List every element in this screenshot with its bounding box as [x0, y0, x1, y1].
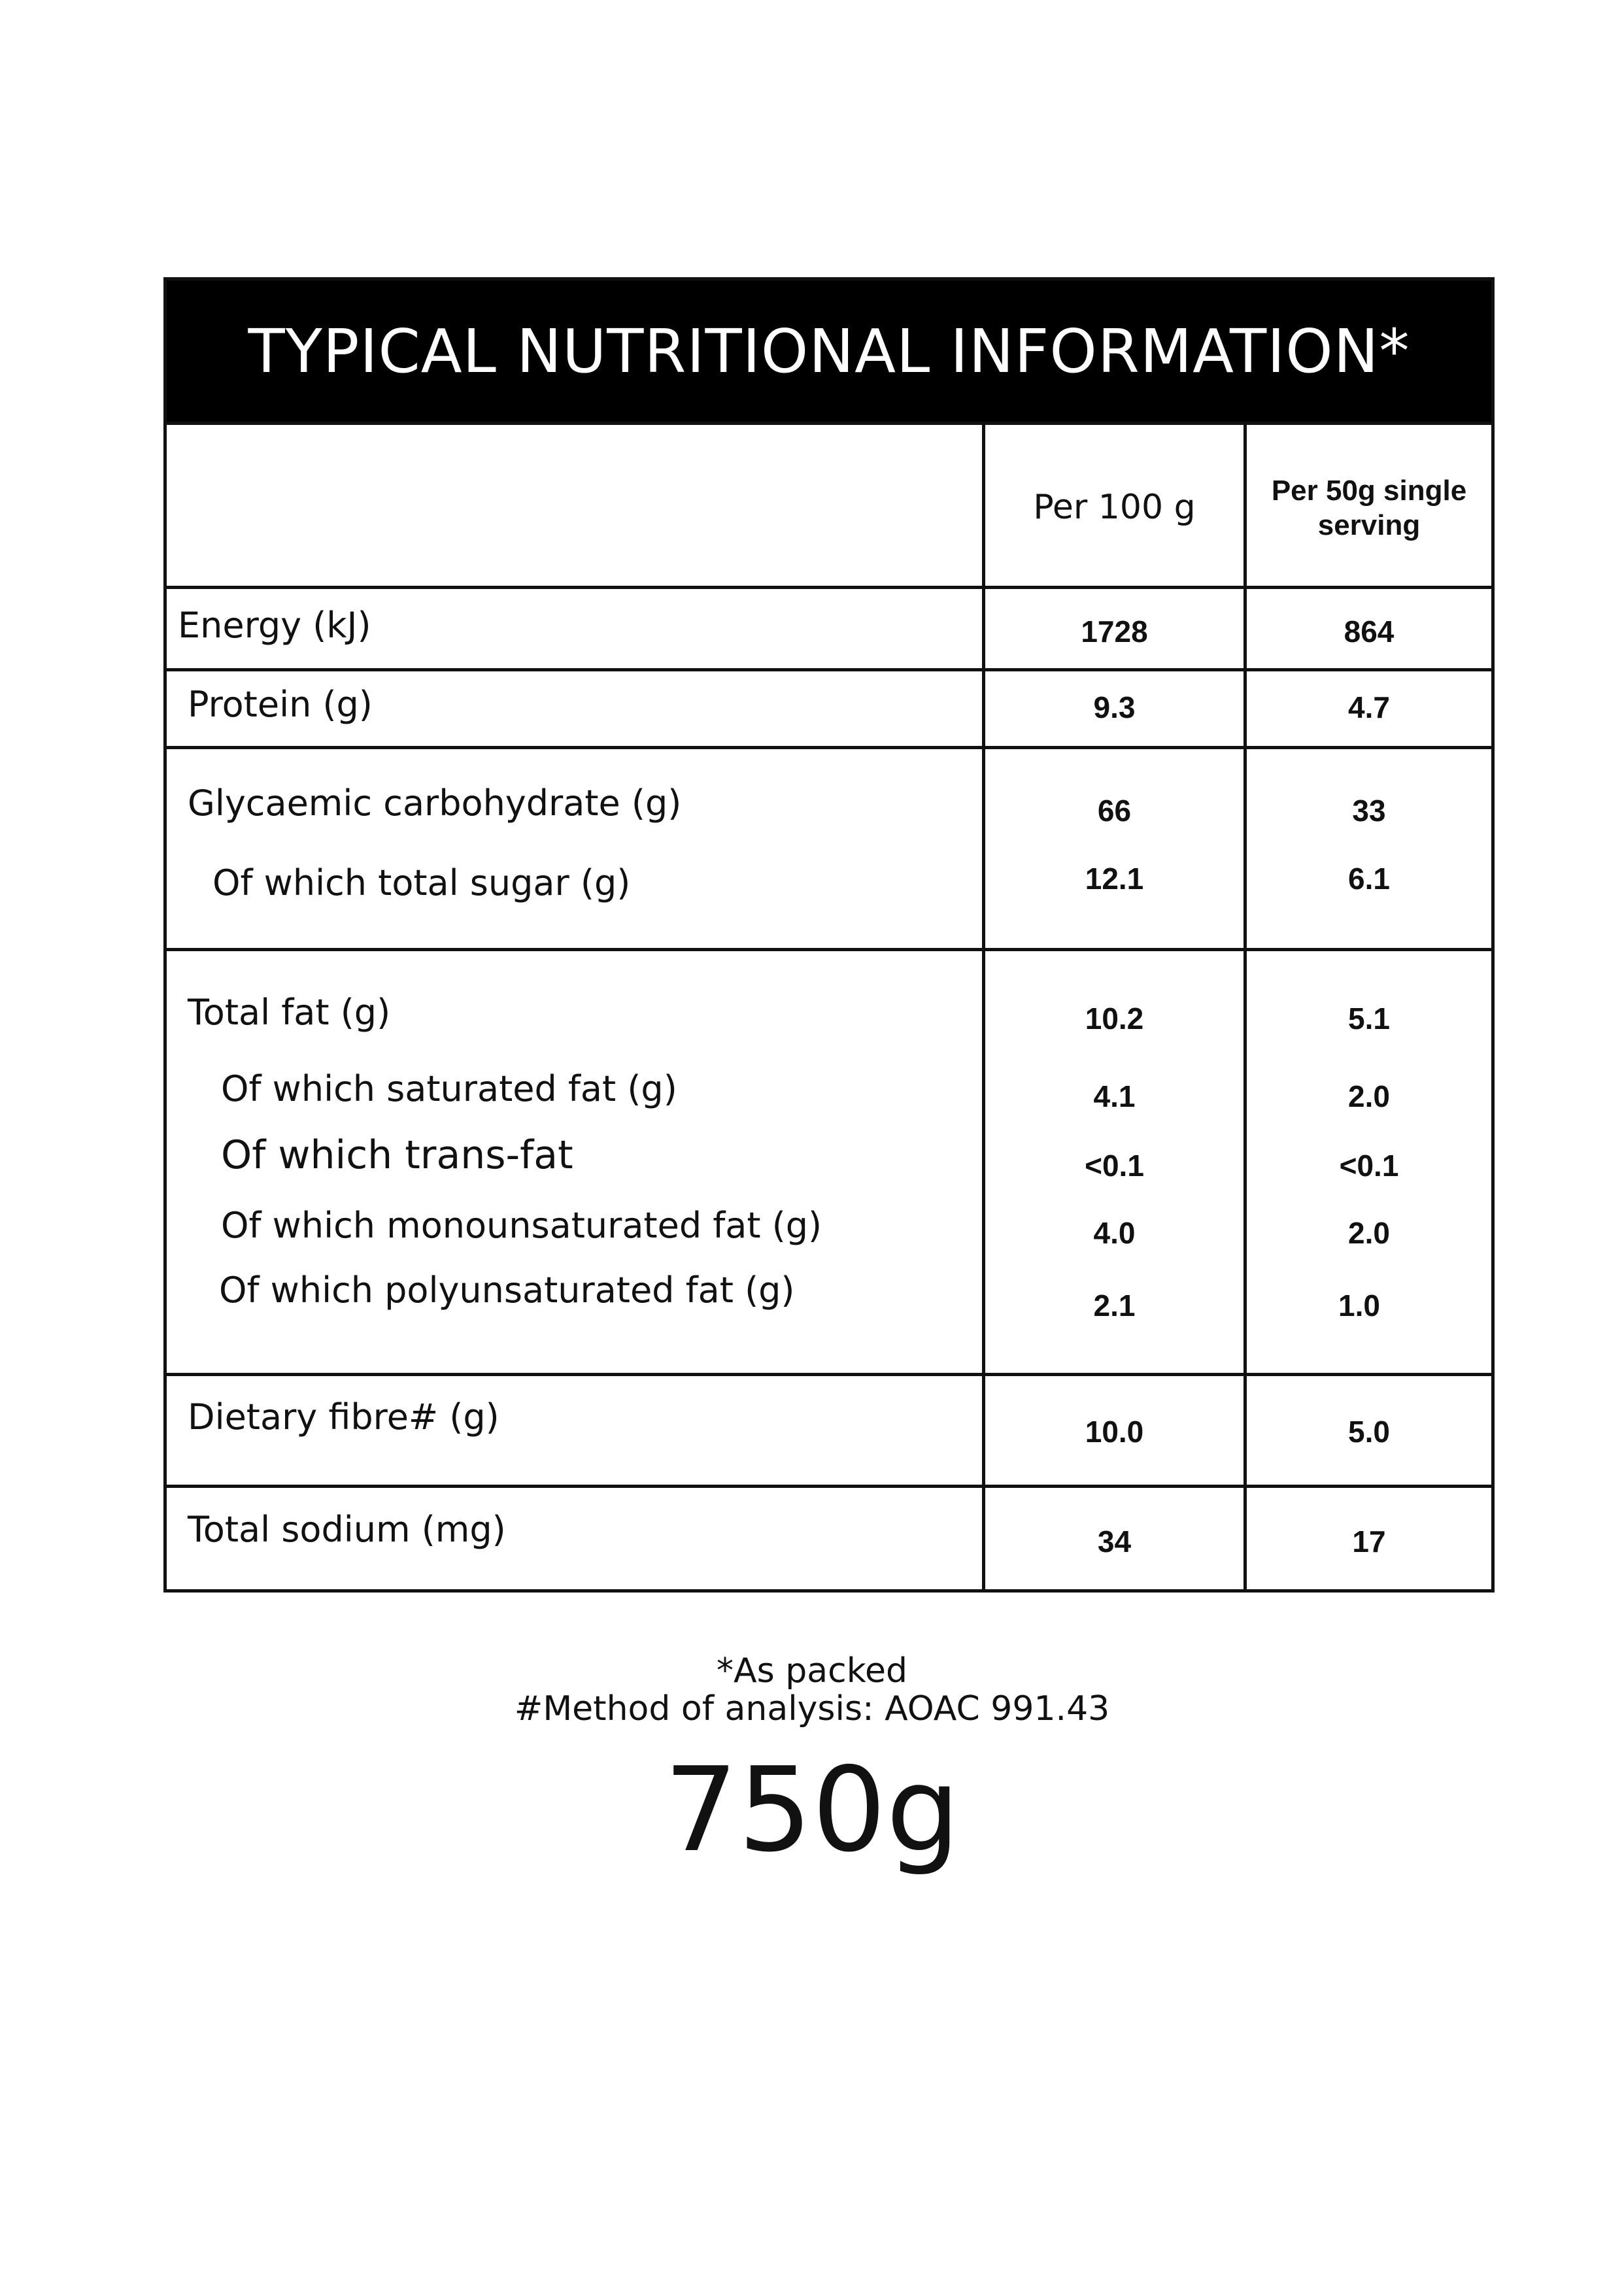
value-fat-per-100g: 10.2	[1085, 1002, 1144, 1036]
row-divider	[167, 586, 1491, 589]
value-sodium-per-100g: 34	[1097, 1525, 1132, 1559]
footnote-as-packed: *As packed	[717, 1651, 907, 1691]
row-divider	[167, 1373, 1491, 1376]
value-fibre-per-100g: 10.0	[1085, 1415, 1144, 1449]
row-divider	[167, 1485, 1491, 1488]
value-polyunsaturated-fat-per-serving: 1.0	[1338, 1289, 1380, 1323]
value-carbohydrate-per-serving: 33	[1352, 794, 1386, 828]
value-carbohydrate-per-100g: 66	[1097, 794, 1132, 828]
value-monounsaturated-fat-per-100g: 4.0	[1093, 1216, 1136, 1250]
row-label-total-sugar: Of which total sugar (g)	[212, 862, 631, 903]
row-label-total-fat: Total fat (g)	[188, 992, 391, 1033]
value-energy-per-100g: 1728	[1081, 615, 1148, 649]
value-saturated-fat-per-serving: 2.0	[1348, 1079, 1390, 1113]
row-divider	[167, 422, 1491, 425]
value-sugar-per-serving: 6.1	[1348, 862, 1390, 896]
row-label-saturated-fat: Of which saturated fat (g)	[221, 1068, 677, 1109]
value-fibre-per-serving: 5.0	[1348, 1415, 1390, 1449]
column-header-per-100g: Per 100 g	[1033, 488, 1196, 527]
value-polyunsaturated-fat-per-100g: 2.1	[1093, 1289, 1136, 1323]
row-label-dietary-fibre: Dietary fibre# (g)	[188, 1396, 499, 1438]
row-label-monounsaturated-fat: Of which monounsaturated fat (g)	[221, 1205, 822, 1246]
nutrition-table	[167, 422, 1491, 1589]
nutrition-panel	[163, 277, 1495, 1593]
row-divider	[167, 948, 1491, 951]
row-divider	[167, 746, 1491, 749]
value-trans-fat-per-100g: <0.1	[1085, 1149, 1144, 1183]
panel-title: TYPICAL NUTRITIONAL INFORMATION*	[167, 280, 1491, 422]
value-trans-fat-per-serving: <0.1	[1339, 1149, 1399, 1183]
value-fat-per-serving: 5.1	[1348, 1002, 1390, 1036]
value-saturated-fat-per-100g: 4.1	[1093, 1079, 1136, 1113]
column-header-per-serving: Per 50g single serving	[1271, 475, 1467, 541]
value-sugar-per-100g: 12.1	[1085, 862, 1144, 896]
net-weight: 750g	[664, 1742, 960, 1878]
row-label-total-sodium: Total sodium (mg)	[188, 1509, 506, 1550]
value-sodium-per-serving: 17	[1352, 1525, 1386, 1559]
value-energy-per-serving: 864	[1344, 615, 1395, 649]
value-protein-per-serving: 4.7	[1348, 690, 1390, 724]
row-divider	[167, 668, 1491, 671]
row-label-trans-fat: Of which trans-fat	[221, 1132, 573, 1178]
value-monounsaturated-fat-per-serving: 2.0	[1348, 1216, 1390, 1250]
row-label-protein: Protein (g)	[188, 684, 373, 725]
footnote-method: #Method of analysis: AOAC 991.43	[514, 1689, 1110, 1728]
row-label-energy: Energy (kJ)	[178, 605, 371, 646]
row-label-carbohydrate: Glycaemic carbohydrate (g)	[188, 783, 682, 824]
value-protein-per-100g: 9.3	[1093, 690, 1136, 724]
row-label-polyunsaturated-fat: Of which polyunsaturated fat (g)	[219, 1270, 795, 1311]
